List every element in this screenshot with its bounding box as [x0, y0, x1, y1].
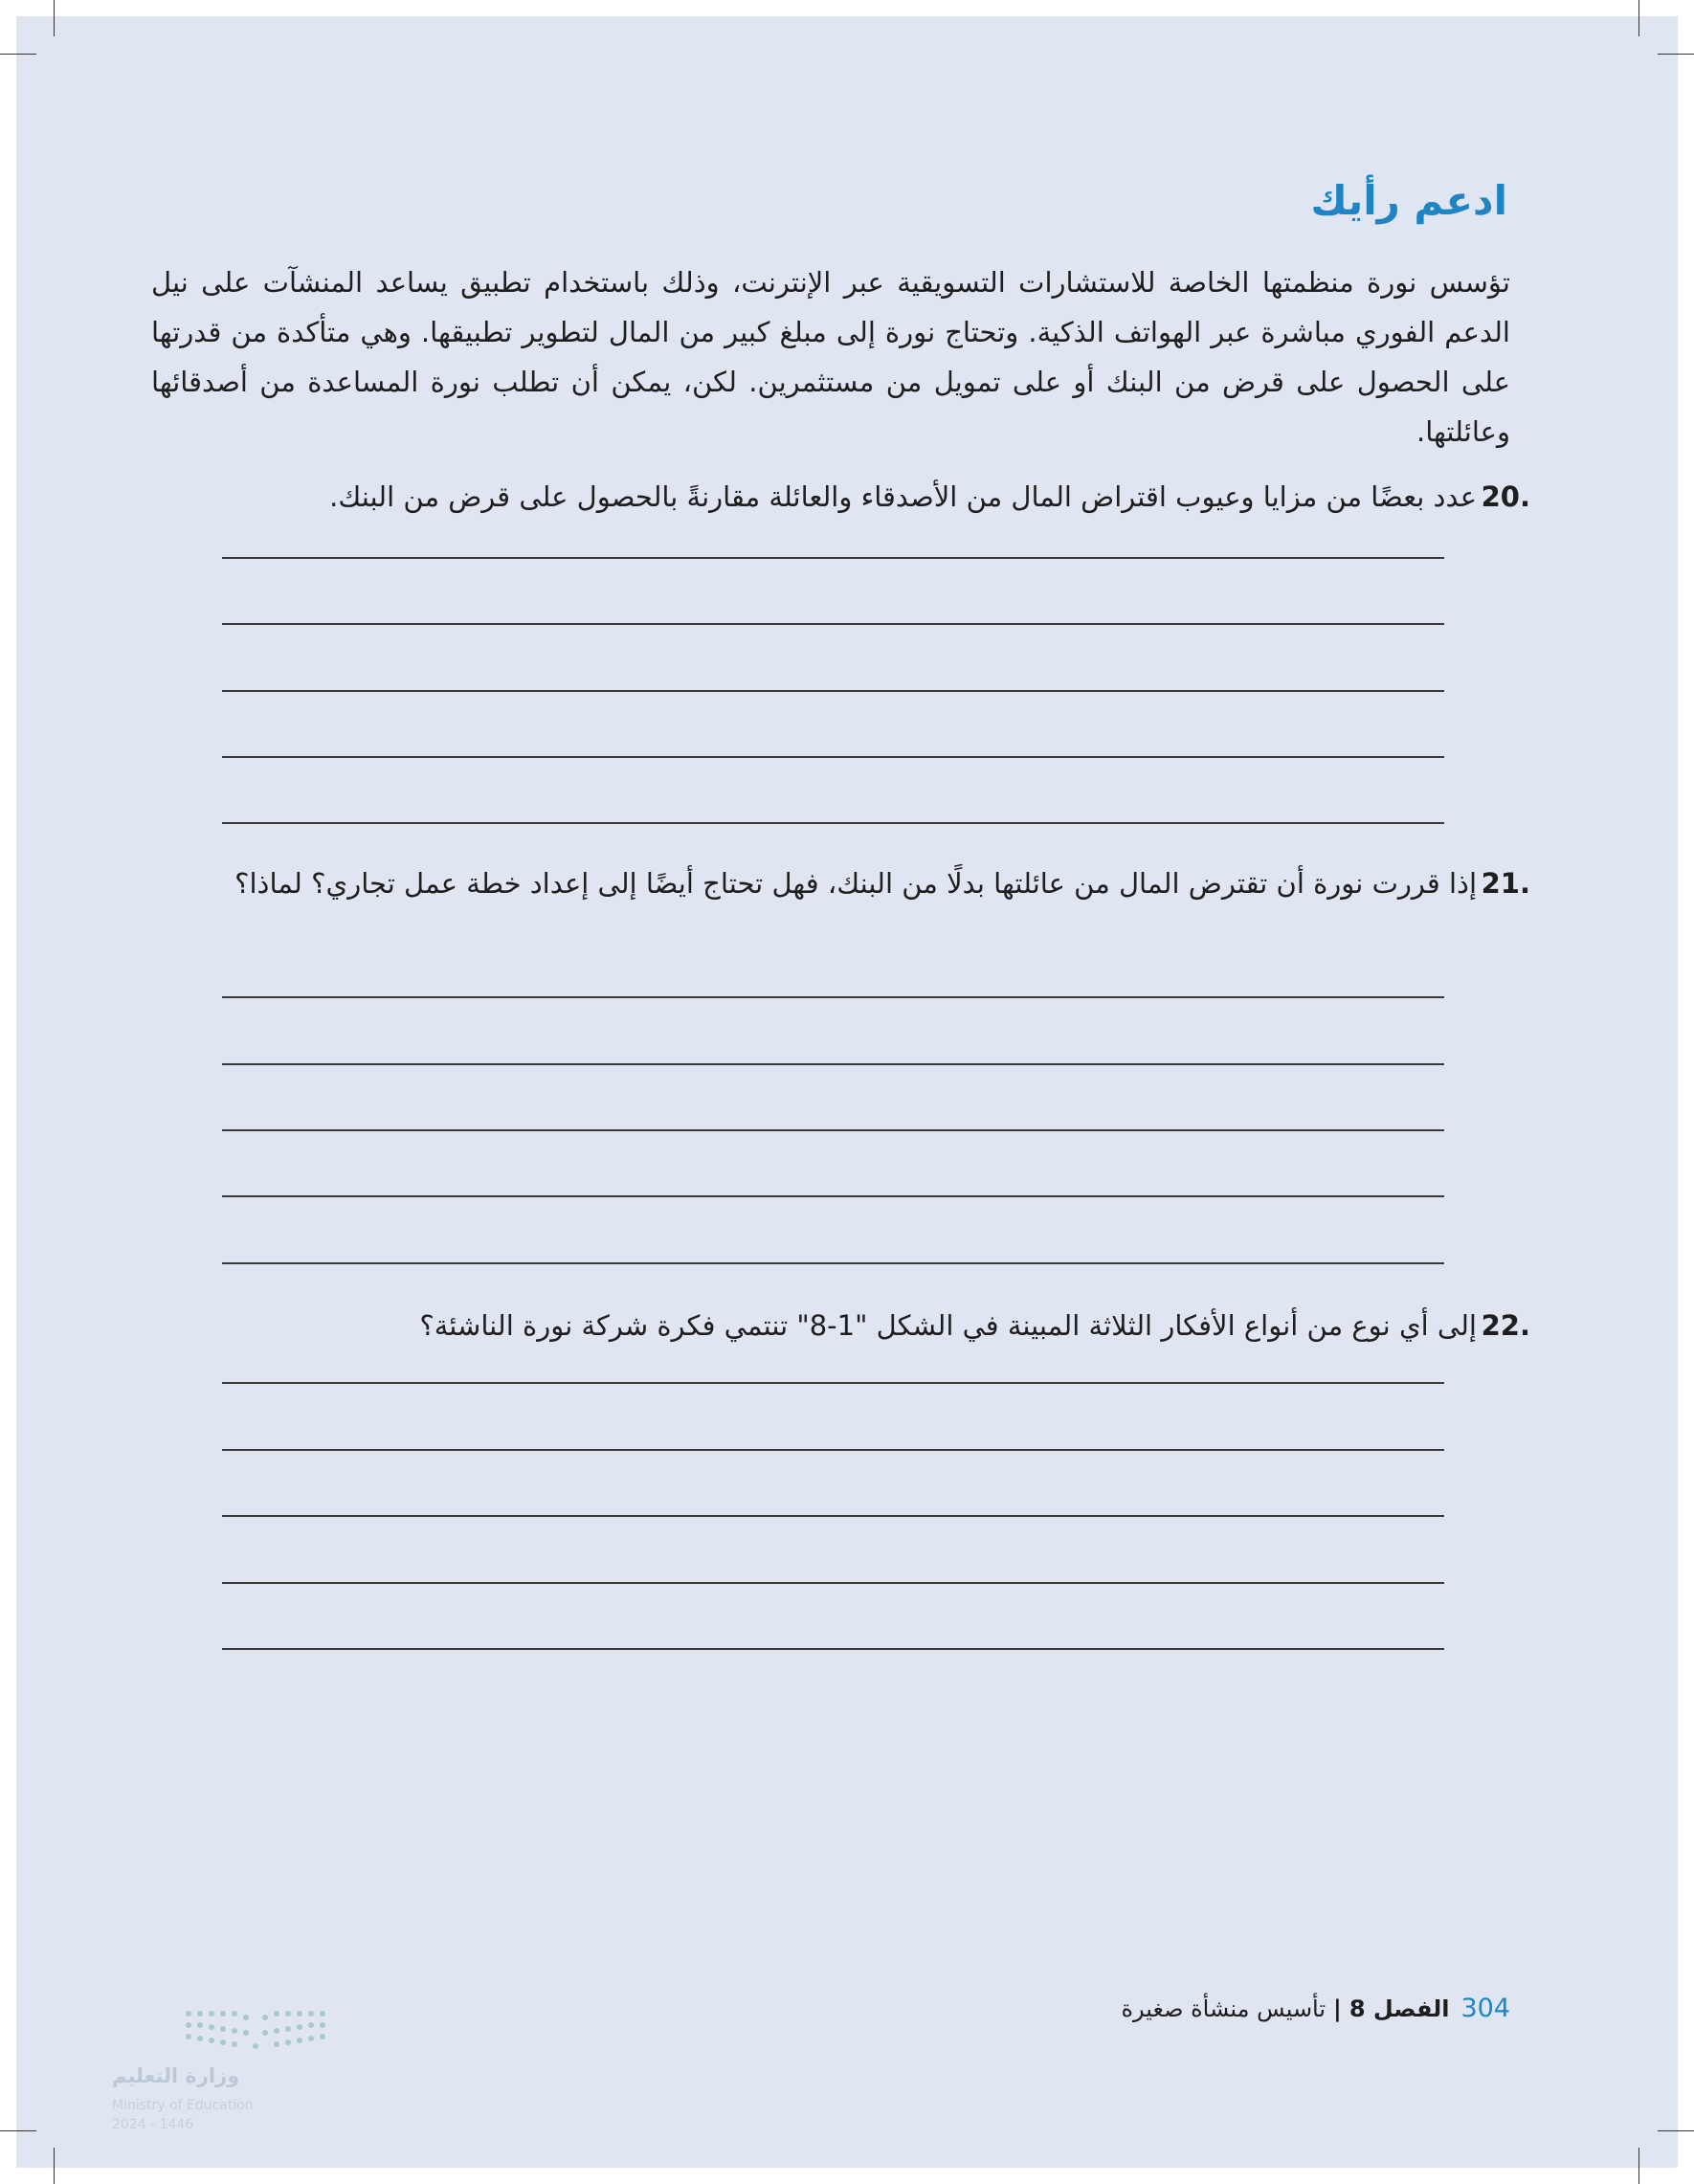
crop-mark: [1638, 2148, 1639, 2184]
question-22: [118, 1301, 1530, 1350]
question-number: 22.: [1481, 1309, 1530, 1342]
answer-line[interactable]: [222, 1129, 1444, 1131]
answer-line[interactable]: [222, 1449, 1444, 1451]
crop-mark: [1658, 54, 1694, 55]
chapter-label: الفصل 8: [1349, 1995, 1450, 2022]
answer-line[interactable]: [222, 1515, 1444, 1517]
page: [16, 16, 1678, 2168]
answer-line[interactable]: [222, 822, 1444, 824]
answer-line[interactable]: [222, 623, 1444, 625]
answer-line[interactable]: [222, 1648, 1444, 1650]
logo-arabic-text: وزارة التعليم: [112, 2064, 240, 2087]
answer-line[interactable]: [222, 1195, 1444, 1197]
crop-mark: [1638, 0, 1639, 36]
question-text: عدد بعضًا من مزايا وعيوب اقتراض المال من الأصدقاء والعائلة مقارنةً بالحصول على قرض من البنك.: [329, 480, 1477, 513]
question-text: إذا قررت نورة أن تقترض المال من عائلتها بدلًا من البنك، فهل تحتاج أيضًا إلى إعداد خطة عمل تجاري؟ لماذا؟: [234, 867, 1477, 900]
answer-line[interactable]: [222, 996, 1444, 998]
section-title: ادعم رأيك: [1310, 177, 1507, 224]
crop-mark: [0, 54, 36, 55]
crop-mark: [0, 2130, 36, 2131]
answer-line[interactable]: [222, 756, 1444, 758]
answer-line[interactable]: [222, 1063, 1444, 1065]
chapter-title: تأسيس منشأة صغيرة: [1121, 1995, 1326, 2022]
answer-line[interactable]: [222, 1582, 1444, 1584]
question-21: [118, 858, 1530, 908]
answer-line[interactable]: [222, 1382, 1444, 1384]
question-number: 21.: [1481, 867, 1530, 900]
ministry-logo: [112, 2002, 332, 2136]
page-footer: [1121, 1994, 1510, 2023]
logo-year-text: 2024 - 1446: [112, 2117, 194, 2132]
intro-paragraph: تؤسس نورة منظمتها الخاصة للاستشارات التسويقية عبر الإنترنت، وذلك باستخدام تطبيق يساعد المنشآت على نيل الدعم الفوري مباشرة عبر الهواتف الذكية. وتحتاج نورة إلى مبلغ كبير من المال لتطوير تطبيقها. وهي متأكدة من قدرتها على الحصول على قرض من البنك أو على تمويل من مستثمرين. لكن، يمكن أن تطلب نورة المساعدة من أصدقائها وعائلتها.: [151, 266, 1510, 448]
question-20: [118, 472, 1530, 522]
answer-line[interactable]: [222, 557, 1444, 559]
answer-line[interactable]: [222, 690, 1444, 692]
answer-line[interactable]: [222, 1262, 1444, 1264]
page-number: 304: [1460, 1994, 1510, 2023]
footer-separator: |: [1333, 1995, 1342, 2022]
crop-mark: [54, 2148, 55, 2184]
question-text: إلى أي نوع من أنواع الأفكار الثلاثة المبينة في الشكل "1-8" تنتمي فكرة شركة نورة الناشئة؟: [419, 1309, 1477, 1342]
logo-english-text: Ministry of Education: [112, 2098, 254, 2113]
question-number: 20.: [1481, 480, 1530, 513]
logo-dots-icon: [112, 2002, 332, 2060]
crop-mark: [54, 0, 55, 36]
crop-mark: [1658, 2130, 1694, 2131]
